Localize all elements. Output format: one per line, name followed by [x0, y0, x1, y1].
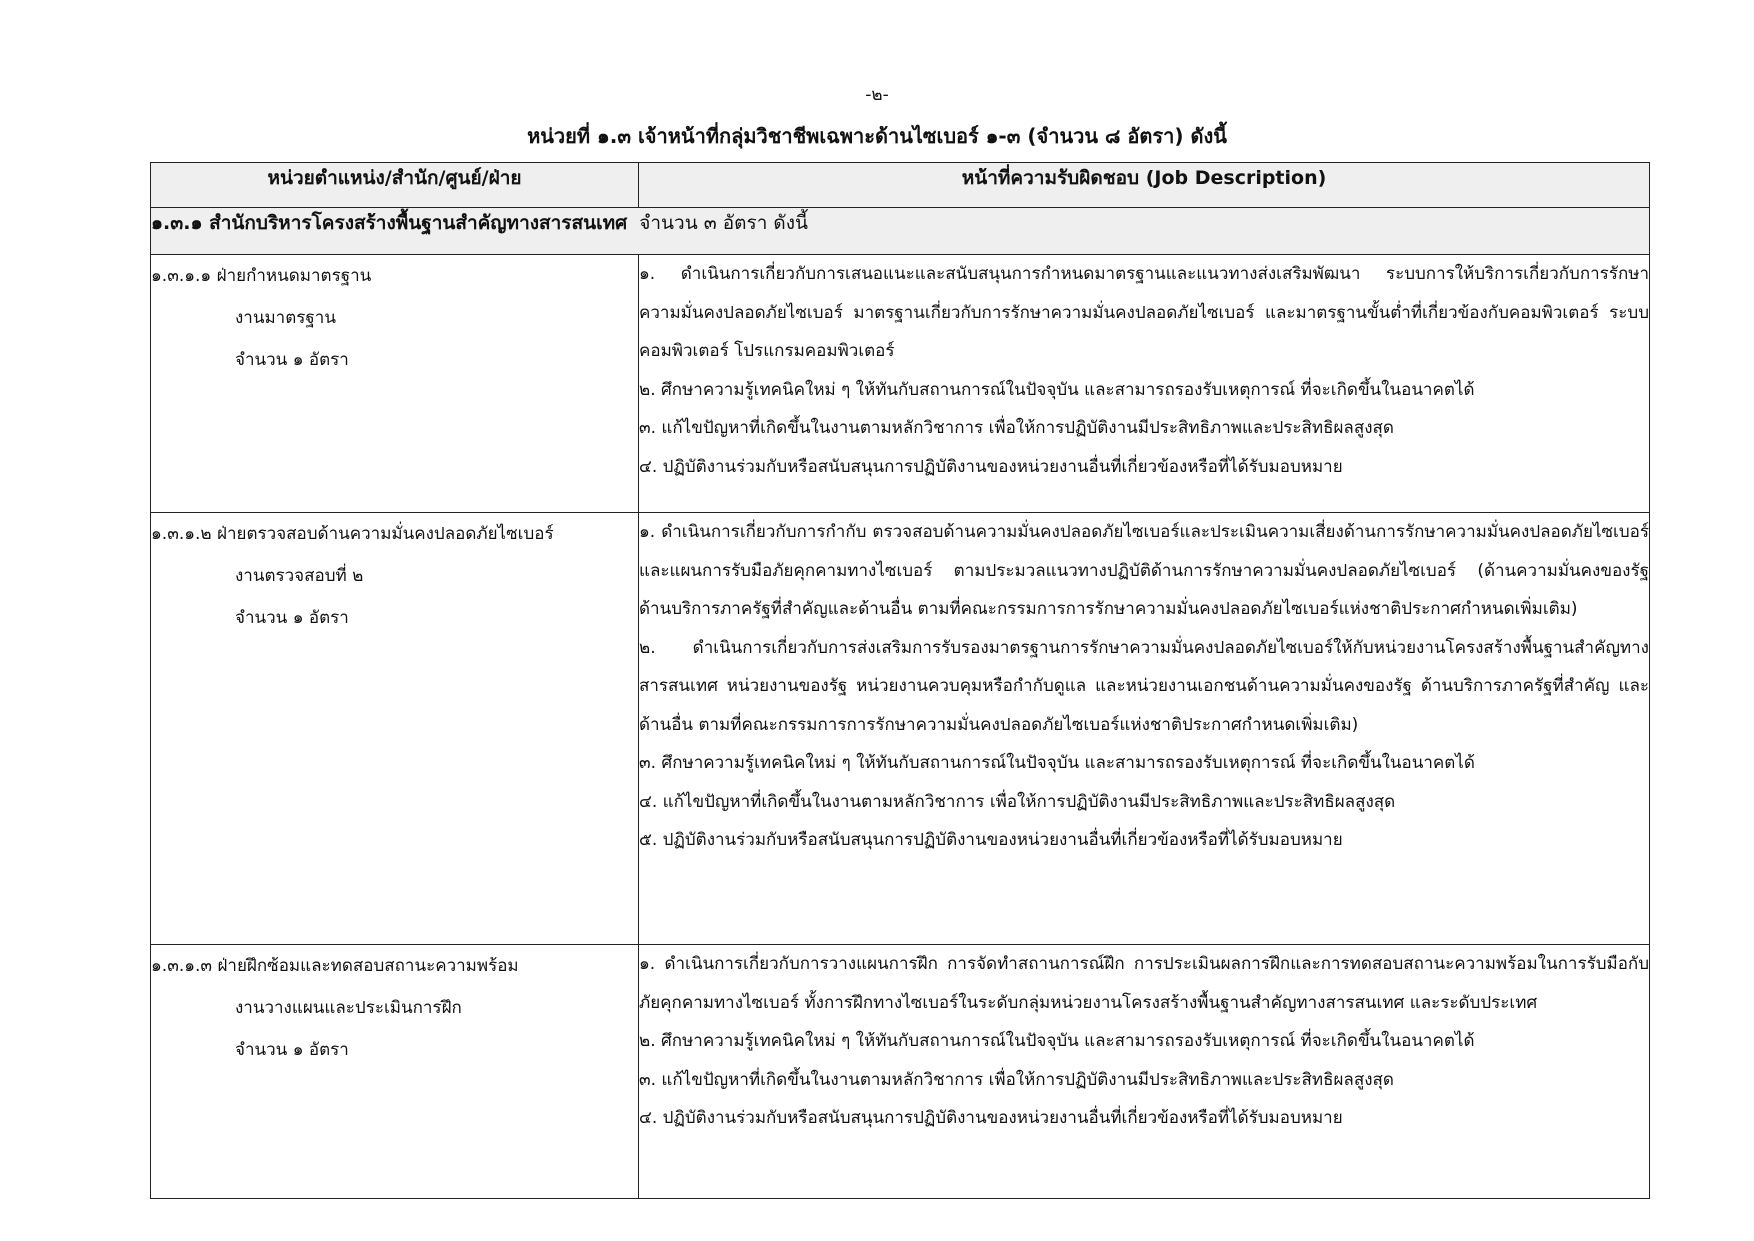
document-title: หน่วยที่ ๑.๓ เจ้าหน้าที่กลุ่มวิชาชีพเฉพาะด้านไซเบอร์ ๑-๓ (จำนวน ๘ อัตรา) ดังนี้: [527, 124, 1227, 148]
header-job-description: หน้าที่ความรับผิดชอบ (Job Description): [639, 163, 1650, 208]
duty-item: ๒. ดำเนินการเกี่ยวกับการส่งเสริมการรับรองมาตรฐานการรักษาความมั่นคงปลอดภัยไซเบอร์ให้กับหน่วยงานโครงสร้างพื้นฐานสำคัญทางสารสนเทศ หน่วยงานของรัฐ หน่วยงานควบคุมหรือกำกับดูแล และหน่วยงานเอกชนด้านความมั่นคงของรัฐ ด้านบริการภาครัฐที่สำคัญ และด้านอื่น ตามที่คณะกรรมการการรักษาความมั่นคงปลอดภัยไซเบอร์แห่งชาติประกาศกำหนดเพิ่มเติม): [639, 637, 1649, 735]
duty-item: ๕. ปฏิบัติงานร่วมกับหรือสนับสนุนการปฏิบัติงานของหน่วยงานอื่นที่เกี่ยวข้องหรือที่ได้รับมอบหมาย: [639, 830, 1343, 850]
duty-item: ๓. แก้ไขปัญหาที่เกิดขึ้นในงานตามหลักวิชาการ เพื่อให้การปฏิบัติงานมีประสิทธิภาพและประสิทธิผลสูงสุด: [639, 418, 1394, 438]
unit-cell: [151, 945, 639, 1199]
duty-item: ๓. ศึกษาความรู้เทคนิคใหม่ ๆ ให้ทันกับสถานการณ์ในปัจจุบัน และสามารถรองรับเหตุการณ์ ที่จะเกิดขึ้นในอนาคตได้: [639, 753, 1475, 773]
unit-cell: [151, 255, 639, 513]
table-row: [151, 255, 1650, 513]
duty-item: ๓. แก้ไขปัญหาที่เกิดขึ้นในงานตามหลักวิชาการ เพื่อให้การปฏิบัติงานมีประสิทธิภาพและประสิทธิผลสูงสุด: [639, 1069, 1394, 1090]
duty-item: ๒. ศึกษาความรู้เทคนิคใหม่ ๆ ให้ทันกับสถานการณ์ในปัจจุบัน และสามารถรองรับเหตุการณ์ ที่จะเกิดขึ้นในอนาคตได้: [639, 1031, 1475, 1051]
unit-name: ๑.๓.๑.๑ ฝ่ายกำหนดมาตรฐาน: [151, 266, 372, 286]
section-row: [151, 208, 1650, 255]
unit-work: งานวางแผนและประเมินการฝึก: [235, 998, 462, 1018]
duty-item: ๑. ดำเนินการเกี่ยวกับการกำกับ ตรวจสอบด้านความมั่นคงปลอดภัยไซเบอร์และประเมินความเสี่ยงด้านการรักษาความมั่นคงปลอดภัยไซเบอร์ และแผนการรับมือภัยคุกคามทางไซเบอร์ ตามประมวลแนวทางปฏิบัติด้านการรักษาความมั่นคงปลอดภัยไซเบอร์ (ด้านความมั่นคงของรัฐ ด้านบริการภาครัฐที่สำคัญและด้านอื่น ตามที่คณะกรรมการการรักษาความมั่นคงปลอดภัยไซเบอร์แห่งชาติประกาศกำหนดเพิ่มเติม): [639, 522, 1649, 619]
unit-name: ๑.๓.๑.๒ ฝ่ายตรวจสอบด้านความมั่นคงปลอดภัยไซเบอร์: [151, 524, 554, 544]
duty-item: ๒. ศึกษาความรู้เทคนิคใหม่ ๆ ให้ทันกับสถานการณ์ในปัจจุบัน และสามารถรองรับเหตุการณ์ ที่จะเกิดขึ้นในอนาคตได้: [639, 379, 1475, 400]
description-cell: [639, 255, 1650, 513]
duty-item: ๔. ปฏิบัติงานร่วมกับหรือสนับสนุนการปฏิบัติงานของหน่วยงานอื่นที่เกี่ยวข้องหรือที่ได้รับมอบหมาย: [639, 1108, 1343, 1128]
unit-count: จำนวน ๑ อัตรา: [235, 1040, 349, 1060]
table-row: [151, 945, 1650, 1199]
description-cell: [639, 945, 1650, 1199]
duty-item: ๔. แก้ไขปัญหาที่เกิดขึ้นในงานตามหลักวิชาการ เพื่อให้การปฏิบัติงานมีประสิทธิภาพและประสิทธิผลสูงสุด: [639, 791, 1396, 812]
table-header-row: [151, 163, 1650, 208]
job-description-table: [150, 162, 1650, 1199]
page-number: -๒-: [865, 85, 889, 105]
unit-count: จำนวน ๑ อัตรา: [235, 608, 349, 628]
unit-name: ๑.๓.๑.๓ ฝ่ายฝึกซ้อมและทดสอบสถานะความพร้อม: [151, 956, 519, 976]
duty-item: ๔. ปฏิบัติงานร่วมกับหรือสนับสนุนการปฏิบัติงานของหน่วยงานอื่นที่เกี่ยวข้องหรือที่ได้รับมอบหมาย: [639, 456, 1343, 477]
unit-count: จำนวน ๑ อัตรา: [235, 350, 349, 370]
description-cell: [639, 513, 1650, 945]
unit-work: งานตรวจสอบที่ ๒: [235, 566, 364, 586]
header-unit: หน่วยตำแหน่ง/สำนัก/ศูนย์/ฝ่าย: [151, 163, 639, 208]
duty-item: ๑. ดำเนินการเกี่ยวกับการเสนอแนะและสนับสนุนการกำหนดมาตรฐานและแนวทางส่งเสริมพัฒนา ระบบการให้บริการเกี่ยวกับการรักษาความมั่นคงปลอดภัยไซเบอร์ มาตรฐานเกี่ยวกับการรักษาความมั่นคงปลอดภัยไซเบอร์ และมาตรฐานขั้นต่ำที่เกี่ยวข้องกับคอมพิวเตอร์ ระบบคอมพิวเตอร์ โปรแกรมคอมพิวเตอร์: [639, 264, 1649, 361]
unit-cell: [151, 513, 639, 945]
unit-work: งานมาตรฐาน: [235, 308, 336, 328]
duty-item: ๑. ดำเนินการเกี่ยวกับการวางแผนการฝึก การจัดทำสถานการณ์ฝึก การประเมินผลการฝึกและการทดสอบสถานะความพร้อมในการรับมือกับภัยคุกคามทางไซเบอร์ ทั้งการฝึกทางไซเบอร์ในระดับกลุ่มหน่วยงานโครงสร้างพื้นฐานสำคัญทางสารสนเทศ และระดับประเทศ: [639, 954, 1649, 1013]
section-count: จำนวน ๓ อัตรา ดังนี้: [639, 212, 809, 234]
section-name: ๑.๓.๑ สำนักบริหารโครงสร้างพื้นฐานสำคัญทางสารสนเทศ: [151, 212, 628, 234]
table-row: [151, 513, 1650, 945]
section-heading: [151, 208, 1650, 255]
